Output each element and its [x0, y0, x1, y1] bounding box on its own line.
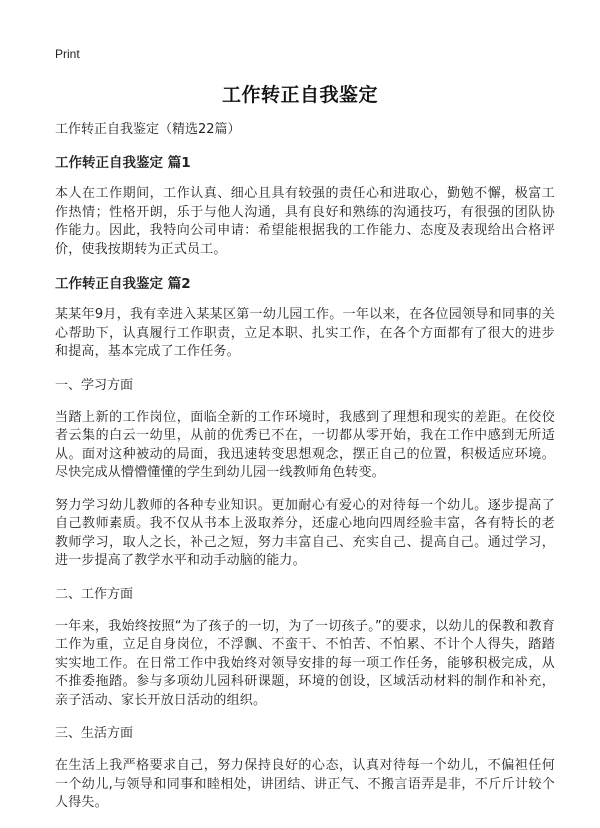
page-title: 工作转正自我鉴定 — [221, 84, 378, 106]
document-body — [55, 121, 555, 813]
paragraph: 本人在工作期间，工作认真、细心且具有较强的责任心和进取心，勤勉不懈，极富工作热情；性格开朗，乐于与他人沟通，具有良好和熟练的沟通技巧，有很强的团队协作能力。因此，我特向公司申请：希望能根据我的工作能力、态度及表现给出合格评价，使我按期转为正式员工。 — [55, 186, 555, 257]
paragraph: 在生活上我严格要求自己，努力保持良好的心态，认真对待每一个幼儿，不偏袒任何一个幼儿,与领导和同事和睦相处，讲团结、讲正气、不搬言语弄是非，不斤斤计较个人得失。 — [55, 758, 555, 810]
section-heading-1: 工作转正自我鉴定 篇1 — [55, 155, 191, 171]
paragraph: 努力学习幼儿教师的各种专业知识。更加耐心有爱心的对待每一个幼儿。逐步提高了自己教师素质。我不仅从书本上汲取养分，还虚心地向四周经验丰富，各有特长的老教师学习，取人之长，补己之短，努力丰富自己、充实自己、提高自己。通过学习，进一步提高了教学水平和动手动脑的能力。 — [55, 497, 555, 568]
work-section-label: 二、工作方面 — [55, 586, 134, 602]
print-link[interactable]: Print — [55, 47, 80, 61]
life-section-label: 三、生活方面 — [55, 726, 134, 741]
paragraph: 当踏上新的工作岗位，面临全新的工作环境时，我感到了理想和现实的差距。在佼佼者云集的白云一幼里，从前的优秀已不在，一切都从零开始，我在工作中感到无所适从。面对这种被动的局面，我迅速转变思想观念，摆正自己的位置，积极适应环境。尽快完成从懵懵懂懂的学生到幼儿园一线教师角色转变。 — [55, 409, 555, 480]
paragraph: 一年来，我始终按照“为了孩子的一切，为了一切孩子。”的要求，以幼儿的保教和教育工作为重，立足自身岗位，不浮飘、不蛮干、不怕苦、不怕累、不计个人得失，踏踏实实地工作。在日常工作中我始终对领导安排的每一项工作任务，能够积极完成，从不推委拖踏。参与多项幼儿园科研课题，环境的创设，区域活动材料的制作和补充，亲子活动、家长开放日活动的组织。 — [55, 618, 555, 708]
study-section-label: 一、学习方面 — [55, 377, 134, 393]
document-subtitle: 工作转正自我鉴定（精选22篇） — [55, 122, 241, 137]
section-heading-2: 工作转正自我鉴定 篇2 — [55, 276, 191, 292]
paragraph: 某某年9月，我有幸进入某某区第一幼儿园工作。一年以来，在各位园领导和同事的关心帮助下，认真履行工作职责，立足本职、扎实工作，在各个方面都有了很大的进步和提高，基本完成了工作任务。 — [55, 307, 555, 359]
